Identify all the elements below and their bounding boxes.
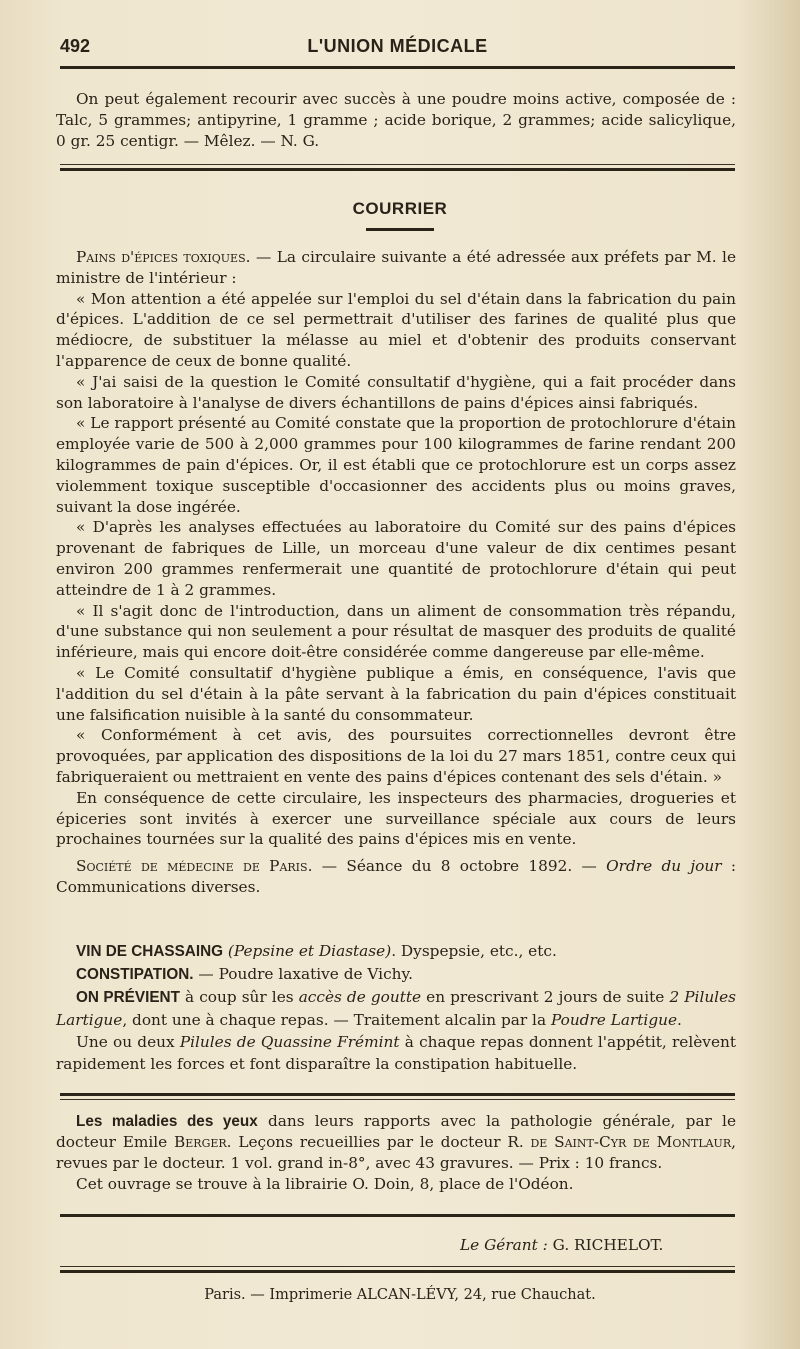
ad-on-text: . xyxy=(677,1011,682,1029)
book-rule xyxy=(60,1214,735,1217)
ad-on-text: , dont une à chaque repas. — Traitement alcalin par la xyxy=(122,1011,551,1029)
circular-paragraph: En conséquence de cette circulaire, les inspecteurs des pharmacies, drogueries et épiceries sont invités à exercer une surveillance spéciale aux cours de leurs prochaines tournées sur la qualité des pains d'épices mis en vente. xyxy=(56,788,736,849)
book-text: , revues par le docteur. 1 vol. grand in-8°, avec 43 gravures. — Prix : 10 francs. xyxy=(56,1133,736,1172)
printer-imprint: Paris. — Imprimerie ALCAN-LÉVY, 24, rue Chauchat. xyxy=(204,1287,596,1303)
epices-label: Pains d'épices toxiques. xyxy=(76,248,251,266)
ad-quassine-product: Pilules de Quassine Frémint xyxy=(179,1033,400,1051)
societe-notice xyxy=(56,856,736,898)
ad-vin xyxy=(56,940,736,963)
ad-on-previent xyxy=(56,986,736,1031)
societe-label: Société de médecine de Paris. xyxy=(76,857,313,876)
book-text: dans leurs rapports avec la pathologie générale, par le docteur Emile xyxy=(56,1112,736,1151)
circular-paragraph: « Mon attention a été appelée sur l'emploi du sel d'étain dans la fabrication du pain d'épices. L'addition de ce sel permettrait d'utiliser des farines de qualité plus que médiocre, de substituer la mélasse au miel et d'obtenir des produits conservant l'apparence de ceux de bonne qualité. xyxy=(56,289,736,370)
header-rule xyxy=(60,66,735,69)
epices-intro xyxy=(56,247,736,289)
ad-vin-paren: (Pepsine et Diastase) xyxy=(227,942,392,960)
ordre-du-jour: Ordre du jour xyxy=(606,857,722,876)
section-rule-bottom xyxy=(60,168,735,171)
gerant-name: G. RICHELOT. xyxy=(547,1236,664,1254)
advertisements xyxy=(56,940,736,1075)
ad-on-pilules: 2 Pilules Lartigue xyxy=(56,988,736,1029)
book-editor: de Saint-Cyr de Montlaur xyxy=(530,1133,732,1151)
gerant-signature xyxy=(460,1236,663,1254)
ad-constipation xyxy=(56,963,736,986)
book-title: Les maladies des yeux xyxy=(76,1113,258,1130)
ad-rule-bottom xyxy=(60,1099,735,1100)
book-description xyxy=(56,1111,736,1174)
page-number: 492 xyxy=(60,36,91,56)
circular-paragraph: « Le rapport présenté au Comité constate que la proportion de protochlorure d'étain employée varie de 500 à 2,000 grammes pour 100 kilogrammes de farine rendant 200 kilogrammes de pain d'épices. Or, il est établi que ce protochlorure est un corps assez violemment toxique susceptible d'occasionner des accidents plus ou moins graves, suivant la dose ingérée. xyxy=(56,414,736,516)
circular-paragraph: « D'après les analyses effectuées au laboratoire du Comité sur des pains d'épices provenant de fabriques de Lille, un morceau d'une valeur de dix centimes pesant environ 200 grammes renfermerait une quantité de protochlorure d'étain qui peut atteindre de 1 à 2 grammes. xyxy=(56,518,736,599)
book-text: . Leçons recueillies par le docteur R. xyxy=(226,1133,531,1151)
gerant-label: Le Gérant : xyxy=(460,1236,548,1254)
circular-paragraph: « J'ai saisi de la question le Comité consultatif d'hygiène, qui a fait procéder dans son laboratoire à l'analyse de divers échantillons de pains d'épices ainsi fabriqués. xyxy=(56,372,736,412)
ad-constip-rest: — Poudre laxative de Vichy. xyxy=(193,965,413,983)
journal-title: L'UNION MÉDICALE xyxy=(307,36,488,56)
book-author: Berger xyxy=(174,1133,227,1151)
ad-on-text: en prescrivant 2 jours de suite xyxy=(421,988,670,1006)
intro-text: On peut également recourir avec succès à une poudre moins active, composée de : Talc, 5 grammes; antipyrine, 1 gramme ; acide borique, 2 grammes; acide salicylique, 0 gr. 25 centigr. — Mêlez. — N. G. xyxy=(56,90,736,150)
book-notice xyxy=(56,1111,736,1195)
ad-vin-label: VIN DE CHASSAING xyxy=(76,943,224,960)
societe-date: — Séance du 8 octobre 1892. — xyxy=(312,857,607,876)
epices-lead: — La circulaire suivante a été adressée aux préfets par M. le ministre de l'intérieur : xyxy=(56,248,736,287)
circular-paragraph: « Conformément à cet avis, des poursuites correctionnelles devront être provoquées, par application des dispositions de la loi du 27 mars 1851, contre ceux qui fabriqueraient ou mettraient en vente des pains d'épices contenant des sels d'étain. » xyxy=(56,726,736,786)
ad-on-text: à coup sûr les xyxy=(179,988,299,1006)
ad-rule-top xyxy=(60,1093,735,1096)
courrier-body xyxy=(56,247,736,898)
footer-rule-top xyxy=(60,1266,735,1267)
title-underline xyxy=(366,228,434,231)
book-availability: Cet ouvrage se trouve à la librairie O. Doin, 8, place de l'Odéon. xyxy=(76,1175,574,1193)
ad-quassine-text: à chaque repas donnent l'appétit, relèvent rapidement les forces et font disparaître la constipation habituelle. xyxy=(56,1033,736,1073)
page-header xyxy=(60,36,735,58)
ad-on-goutte: accès de goutte xyxy=(298,988,422,1006)
ad-quassine xyxy=(56,1031,736,1075)
intro-paragraph xyxy=(56,89,736,151)
ad-vin-rest: . Dyspepsie, etc., etc. xyxy=(391,942,557,960)
ad-constip-label: CONSTIPATION. xyxy=(76,966,194,983)
ad-on-label: ON PRÉVIENT xyxy=(76,989,180,1006)
section-rule-top xyxy=(60,164,735,165)
footer-rule-bottom xyxy=(60,1270,735,1273)
societe-end: : Communications diverses. xyxy=(56,857,736,896)
section-title: COURRIER xyxy=(352,199,448,218)
ad-on-poudre: Poudre Lartigue xyxy=(550,1011,678,1029)
circular-paragraph: « Il s'agit donc de l'introduction, dans un aliment de consommation très répandu, d'une substance qui non seulement a pour résultat de masquer des produits de qualité inférieure, mais qui encore doit-être considérée comme dangereuse par elle-même. xyxy=(56,601,736,662)
ad-quassine-text: Une ou deux xyxy=(76,1033,180,1051)
circular-paragraph: « Le Comité consultatif d'hygiène publique a émis, en conséquence, l'avis que l'addition du sel d'étain à la pâte servant à la fabrication du pain d'épices constituait une falsification nuisible à la santé du consommateur. xyxy=(56,663,736,724)
